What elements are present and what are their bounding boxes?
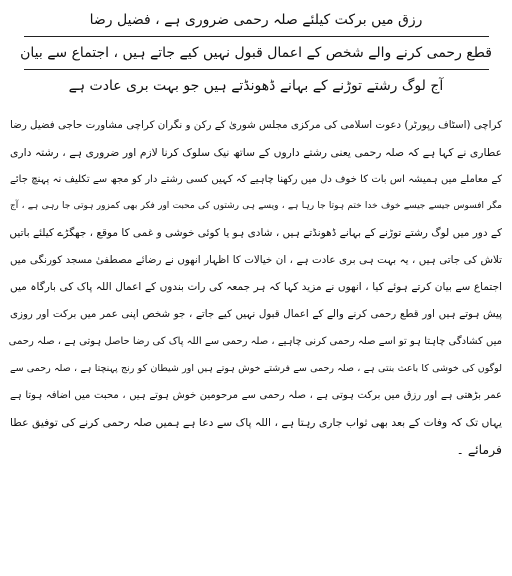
body-line: لوگوں کی خوشی کا باعث بنتی ہے ، صلہ رحمی سے فرشتے خوش ہوتے ہیں اور شیطان کو رنج پہنچتا ہے ، صلہ رحمی سے xyxy=(10,363,502,374)
body-line: تلاش کی جاتی ہیں ، یہ بہت ہی بری عادت ہے ، ان خیالات کا اظہار انھوں نے رضائے مصطفیٰ مسجد کورنگی میں xyxy=(10,254,502,266)
body-line-last: فرمائے ۔ xyxy=(456,442,502,457)
article-body xyxy=(8,112,504,463)
headline-block xyxy=(8,4,504,102)
body-line: کراچی (اسٹاف رپورٹر) دعوت اسلامی کی مرکزی مجلس شوریٰ کے رکن و نگران کراچی مشاورت حاجی فضیل رضا xyxy=(10,119,502,131)
headline-sub-2: آج لوگ رشتے توڑنے کے بہانے ڈھونڈتے ہیں جو بہت بری عادت ہے xyxy=(68,78,444,94)
headline-sub-1: قطع رحمی کرنے والے شخص کے اعمال قبول نہیں کیے جاتے ہیں ، اجتماع سے بیان xyxy=(20,45,492,61)
body-line: مگر افسوس جیسے جیسے خوف خدا ختم ہوتا جا رہا ہے ، ویسے ہی رشتوں کی محبت اور فکر بھی کمزور ہوتی جا رہی ہے ، آج xyxy=(10,201,502,211)
body-line: کے معاملے میں ہمیشہ اس بات کا خوف دل میں رکھنا چاہیے کہ کہیں کسی رشتے دار کو مجھ سے تکلیف نہ پہنچ جائے xyxy=(10,174,502,185)
body-line: عطاری نے کہا ہے کہ صلہ رحمی یعنی رشتے داروں کے ساتھ نیک سلوک کرنا لازم اور ضروری ہے ، رشتہ داری xyxy=(10,146,502,159)
body-line: پیش ہوتے ہیں اور قطع رحمی کرنے والے کے اعمال قبول نہیں کیے جاتے ، جو شخص اپنی عمر میں برکت اور روزی xyxy=(10,308,502,320)
body-line: اجتماع سے بیان کرتے ہوئے کیا ، انھوں نے مزید کہا کہ ہر جمعہ کی رات بندوں کے اعمال اللہ پاک کی بارگاہ میں xyxy=(10,281,502,293)
body-line: یہاں تک کہ وفات کے بعد بھی ثواب جاری رہتا ہے ، اللہ پاک سے دعا ہے ہمیں صلہ رحمی کرنے کی توفیق عطا xyxy=(10,416,502,429)
headline-main: رزق میں برکت کیلئے صلہ رحمی ضروری ہے ، فضیل رضا xyxy=(89,12,423,28)
body-line: کے دور میں لوگ رشتے توڑنے کے بہانے ڈھونڈتے ہیں ، شادی ہو یا کوئی خوشی و غمی کا موقع ، جھگڑے کیلئے باتیں xyxy=(9,227,502,239)
body-line: عمر بڑھتی ہے اور رزق میں برکت ہوتی ہے ، صلہ رحمی سے مرحومین خوش ہوتے ہیں ، محبت میں اضافہ ہوتا ہے xyxy=(10,390,502,401)
body-line: میں کشادگی چاہتا ہو تو اسے صلہ رحمی کرنی چاہیے ، صلہ رحمی سے اللہ پاک کی رضا حاصل ہوتی ہے ، صلہ رحمی xyxy=(8,336,502,347)
